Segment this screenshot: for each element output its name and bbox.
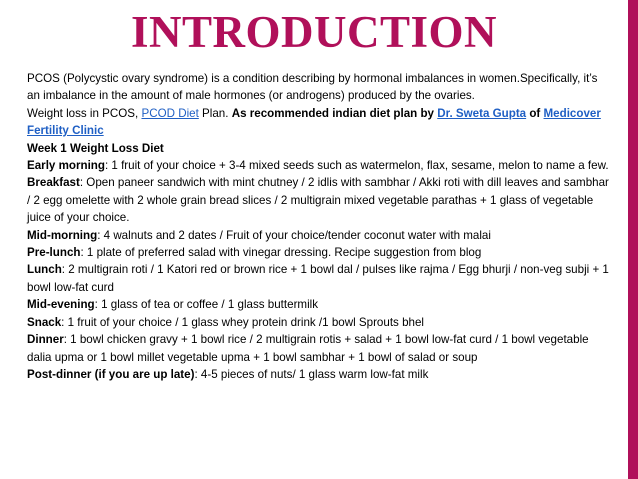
meal-text: : 2 multigrain roti / 1 Katori red or brown rice + 1 bowl dal / pulses like rajma / Egg bhurji / non-veg subji + 1 bowl low-fat curd <box>27 263 609 294</box>
meal-label: Mid-morning <box>27 228 98 242</box>
pcod-diet-link[interactable]: PCOD Diet <box>141 106 199 120</box>
meal-early-morning <box>27 157 612 174</box>
page-title: INTRODUCTION <box>130 7 498 57</box>
meal-text: : 4-5 pieces of nuts/ 1 glass warm low-fat milk <box>194 367 429 381</box>
recommended-text: As recommended indian diet plan by <box>231 106 438 120</box>
meal-text: : Open paneer sandwich with mint chutney / 2 idlis with sambhar / Akki roti with dill leaves and sambhar / 2 egg omelette with 2 whole grain bread slices / 2 multigrain mixed vegetable parathas + 1 glass of vegetable juice of your choice. <box>27 176 609 225</box>
intro-paragraph: PCOS (Polycystic ovary syndrome) is a condition describing by hormonal imbalances in women.Specifically, it’s an imbalance in the amount of male hormones (or androgens) produced by the ovaries. <box>27 72 598 103</box>
slide-content <box>27 70 612 383</box>
meal-text: : 1 fruit of your choice / 1 glass whey protein drink /1 bowl Sprouts bhel <box>61 315 424 329</box>
weight-loss-line <box>27 105 612 140</box>
doctor-link[interactable]: Dr. Sweta Gupta <box>437 106 527 120</box>
meal-dinner <box>27 331 612 366</box>
meal-label: Post-dinner (if you are up late) <box>27 367 195 381</box>
meal-label: Mid-evening <box>27 298 95 312</box>
meal-text: : 1 plate of preferred salad with vinegar dressing. Recipe suggestion from blog <box>80 246 482 260</box>
accent-bar <box>628 0 638 479</box>
meal-mid-evening <box>27 296 612 313</box>
meal-label: Early morning <box>27 159 105 173</box>
meal-breakfast <box>27 174 612 226</box>
meal-label: Dinner <box>27 333 64 347</box>
weight-loss-prefix: Weight loss in PCOS, <box>27 106 142 120</box>
meal-pre-lunch <box>27 244 612 261</box>
meal-mid-morning <box>27 227 612 244</box>
weight-loss-middle: Plan. <box>198 106 232 120</box>
week-heading: Week 1 Weight Loss Diet <box>27 141 164 155</box>
meal-text: : 4 walnuts and 2 dates / Fruit of your choice/tender coconut water with malai <box>97 228 491 242</box>
meal-text: : 1 fruit of your choice + 3-4 mixed seeds such as watermelon, flax, sesame, melon to name a few. <box>104 159 609 173</box>
meal-label: Lunch <box>27 263 62 277</box>
meal-label: Pre-lunch <box>27 246 81 260</box>
meal-label: Snack <box>27 315 62 329</box>
meal-label: Breakfast <box>27 176 80 190</box>
meal-post-dinner <box>27 366 612 383</box>
meal-lunch <box>27 261 612 296</box>
meal-snack <box>27 314 612 331</box>
of-text: of <box>526 106 544 120</box>
meal-text: : 1 glass of tea or coffee / 1 glass buttermilk <box>94 298 319 312</box>
meal-text: : 1 bowl chicken gravy + 1 bowl rice / 2 multigrain rotis + salad + 1 bowl low-fat curd / 1 bowl vegetable dalia upma or 1 bowl millet vegetable upma + 1 bowl sambhar + 1 bowl of salad or soup <box>27 333 589 364</box>
clinic-link[interactable]: Medicover Fertility Clinic <box>27 106 601 138</box>
